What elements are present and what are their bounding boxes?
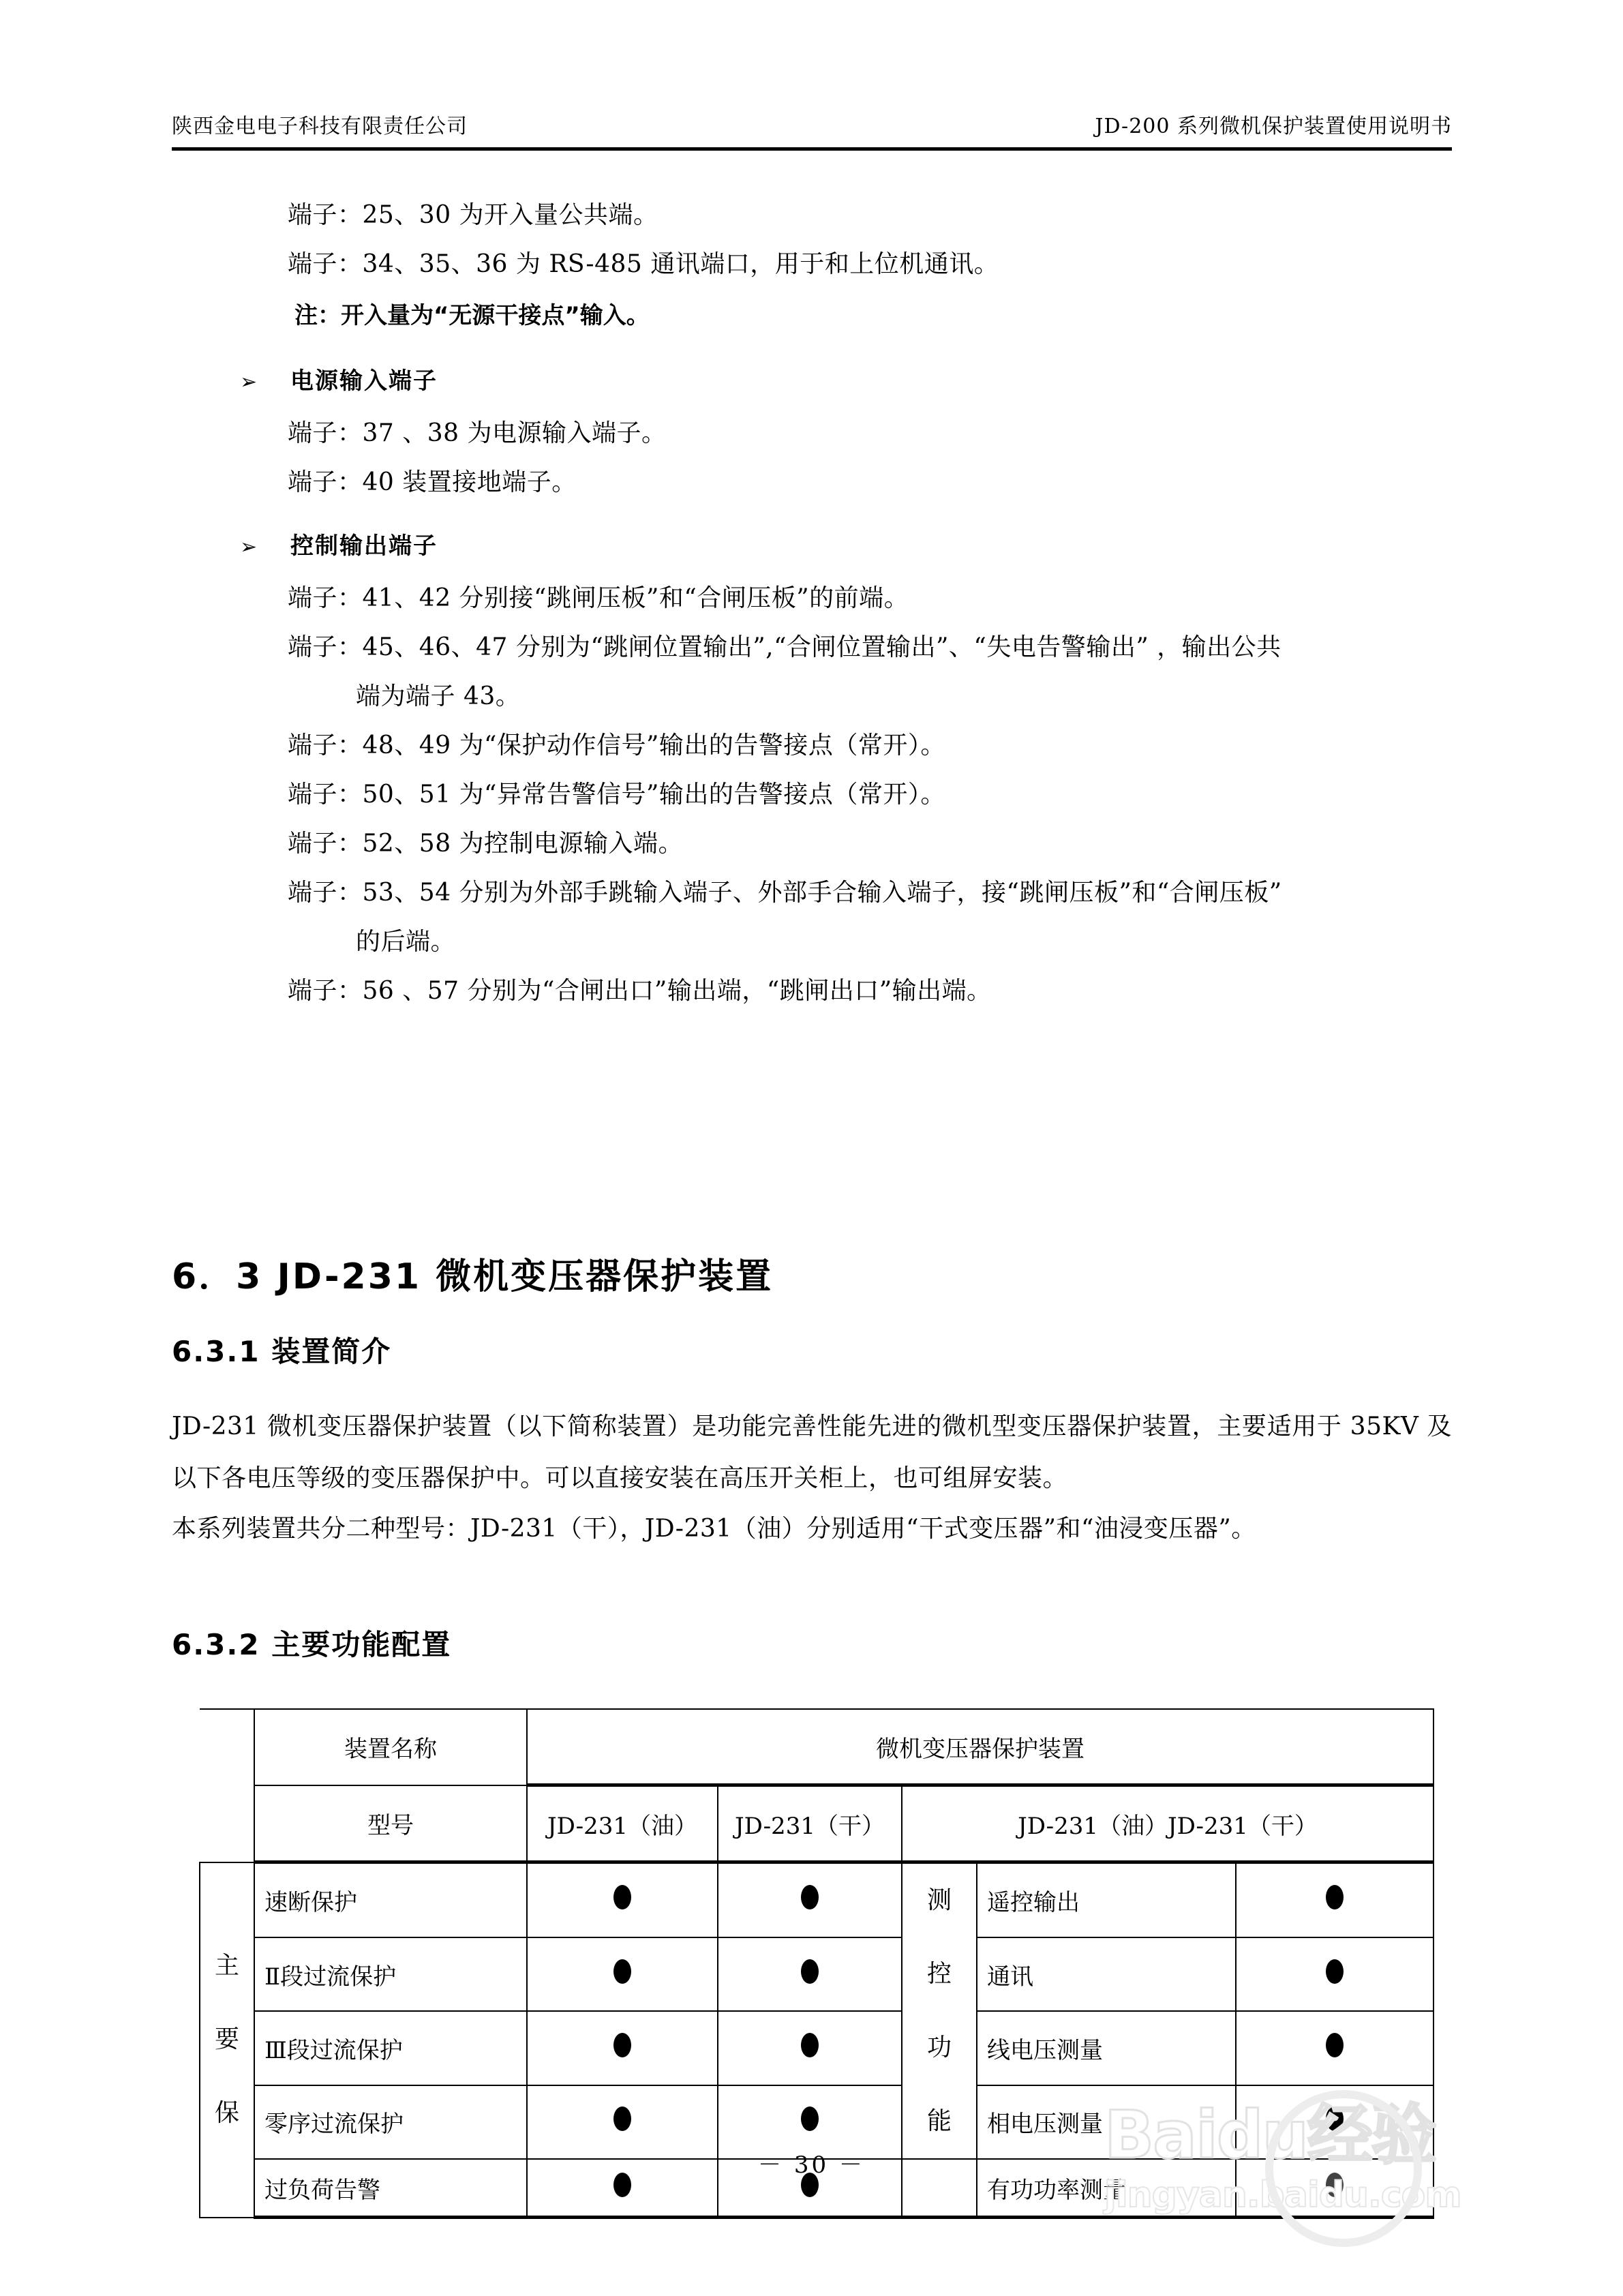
section-heading-6-3: 6．3 JD-231 微机变压器保护装置	[172, 1256, 774, 1297]
filled-dot-icon	[801, 2106, 819, 2131]
terminal-line-52-58: 端子：52、58 为控制电源输入端。	[288, 830, 684, 858]
table-row	[200, 1862, 1434, 1937]
measure-function-name: 相电压测量	[977, 2085, 1236, 2159]
terminal-line-25-30: 端子：25、30 为开入量公共端。	[288, 201, 658, 229]
measure-function-name: 有功功率测量	[977, 2159, 1236, 2218]
table-header-model-oil: JD-231（油）	[527, 1785, 718, 1862]
table-header-row-device-name	[200, 1709, 1434, 1785]
page-number: － 30 －	[758, 2151, 865, 2179]
filled-dot-icon	[1326, 2106, 1344, 2131]
filled-dot-icon	[1326, 1959, 1344, 1984]
terminal-line-45-47-part2: 端为端子 43。	[356, 682, 521, 710]
watermark-url: jingyan.baidu.com	[1104, 2175, 1461, 2216]
terminal-line-45-47-part1: 端子：45、46、47 分别为“跳闸位置输出”,“合闸位置输出”、“失电告警输出” ，输出公共	[288, 633, 1281, 661]
protection-support-dry	[718, 1937, 902, 2011]
row-group-label-char-0: 主	[214, 1952, 239, 1980]
measure-function-name: 线电压测量	[977, 2011, 1236, 2085]
intro-paragraph-1	[172, 1401, 1452, 1505]
measure-group-label-char-3: 能	[926, 2107, 952, 2135]
table-header-device-name-label: 装置名称	[254, 1709, 527, 1785]
section-heading-6-3-2: 6.3.2 主要功能配置	[172, 1628, 452, 1661]
filled-dot-icon	[1326, 1885, 1344, 1909]
terminal-line-50-51: 端子：50、51 为“异常告警信号”输出的告警接点（常开）。	[288, 781, 945, 809]
measure-group-label-char-0: 测	[926, 1886, 952, 1914]
protection-support-dry	[718, 1862, 902, 1937]
filled-dot-icon	[801, 1885, 819, 1909]
protection-function-name: 速断保护	[254, 1862, 527, 1937]
row-group-label-char-1: 要	[214, 2025, 239, 2053]
measure-support-dot	[1236, 2011, 1434, 2085]
header-company-name: 陕西金电电子科技有限责任公司	[172, 115, 468, 138]
table-header-row-model	[200, 1785, 1434, 1862]
measure-support-dot	[1236, 1862, 1434, 1937]
terminal-line-53-54-part2: 的后端。	[356, 928, 456, 956]
header-divider-rule	[172, 147, 1452, 151]
bullet-control-output-label: 控制输出端子	[290, 532, 438, 560]
measure-group-label-char-2: 功	[926, 2034, 952, 2061]
bullet-power-input-label: 电源输入端子	[290, 367, 438, 395]
terminal-line-56-57: 端子：56 、57 分别为“合闸出口”输出端，“跳闸出口”输出端。	[288, 977, 992, 1005]
terminal-line-34-36: 端子：34、35、36 为 RS-485 通讯端口，用于和上位机通讯。	[288, 250, 999, 278]
protection-function-name: 过负荷告警	[254, 2159, 527, 2218]
filled-dot-icon	[801, 1959, 819, 1984]
terminal-line-37-38: 端子：37 、38 为电源输入端子。	[288, 419, 667, 447]
section-heading-6-3-1: 6.3.1 装置简介	[172, 1335, 392, 1368]
watermark-brand-suffix: 经验	[1307, 2097, 1436, 2173]
running-header	[172, 109, 1452, 139]
table-header-model-label: 型号	[254, 1785, 527, 1862]
row-group-label-char-2: 保	[214, 2099, 239, 2127]
spacer	[172, 507, 1452, 519]
table-header-model-dry: JD-231（干）	[718, 1785, 902, 1862]
function-configuration-table	[199, 1708, 1434, 2219]
arrow-bullet-icon: ➢	[240, 535, 258, 559]
filled-dot-icon	[801, 2033, 819, 2057]
table-header-corner-blank-2	[200, 1785, 254, 1862]
protection-support-dry	[718, 2011, 902, 2085]
intro-paragraph-2-text: 本系列装置共分二种型号：JD-231（干），JD-231（油）分别适用“干式变压器”和“油浸变压器”。	[172, 1515, 1256, 1543]
filled-dot-icon	[613, 1959, 631, 1984]
body-text-block	[172, 191, 1452, 1016]
table-header-model-combined: JD-231（油）JD-231（干）	[902, 1785, 1434, 1862]
filled-dot-icon	[613, 2106, 631, 2131]
protection-support-oil	[527, 1937, 718, 2011]
intro-paragraph-1-text: JD-231 微机变压器保护装置（以下简称装置）是功能完善性能先进的微机型变压器保护装置，主要适用于 35KV 及以下各电压等级的变压器保护中。可以直接安装在高压开关柜上，也可组屏安装。	[172, 1413, 1452, 1492]
terminal-line-48-49: 端子：48、49 为“保护动作信号”输出的告警接点（常开）。	[288, 731, 945, 759]
measure-function-name: 遥控输出	[977, 1862, 1236, 1937]
terminal-line-40: 端子：40 装置接地端子。	[288, 468, 577, 496]
filled-dot-icon	[613, 2033, 631, 2057]
filled-dot-icon	[1326, 2033, 1344, 2057]
terminal-line-53-54-part1: 端子：53、54 分别为外部手跳输入端子、外部手合输入端子，接“跳闸压板”和“合闸压板”	[288, 879, 1282, 907]
table-header-corner-blank	[200, 1709, 254, 1785]
terminal-line-41-42: 端子：41、42 分别接“跳闸压板”和“合闸压板”的前端。	[288, 584, 909, 612]
filled-dot-icon	[613, 1885, 631, 1909]
table-row	[200, 2011, 1434, 2085]
arrow-bullet-icon: ➢	[240, 370, 258, 394]
row-group-label-measure-control	[902, 1862, 977, 2160]
watermark-brand-text: Baidu	[1104, 2097, 1307, 2173]
table-header-device-name-value: 微机变压器保护装置	[527, 1709, 1434, 1785]
protection-function-name: 零序过流保护	[254, 2085, 527, 2159]
measure-support-dot	[1236, 1937, 1434, 2011]
spacer	[172, 342, 1452, 354]
bullet-control-output-terminals	[172, 519, 1452, 574]
bullet-power-input-terminals	[172, 354, 1452, 409]
protection-support-oil	[527, 2011, 718, 2085]
measure-function-name: 通讯	[977, 1937, 1236, 2011]
terminal-input-note: 注：开入量为“无源干接点”输入。	[294, 302, 650, 329]
protection-function-name: Ⅲ段过流保护	[254, 2011, 527, 2085]
header-manual-title: JD-200 系列微机保护装置使用说明书	[1095, 115, 1452, 138]
protection-function-name: Ⅱ段过流保护	[254, 1937, 527, 2011]
protection-support-oil	[527, 1862, 718, 1937]
intro-paragraph-2	[172, 1503, 1452, 1555]
measure-group-label-char-1: 控	[926, 1960, 952, 1988]
table-row	[200, 1937, 1434, 2011]
